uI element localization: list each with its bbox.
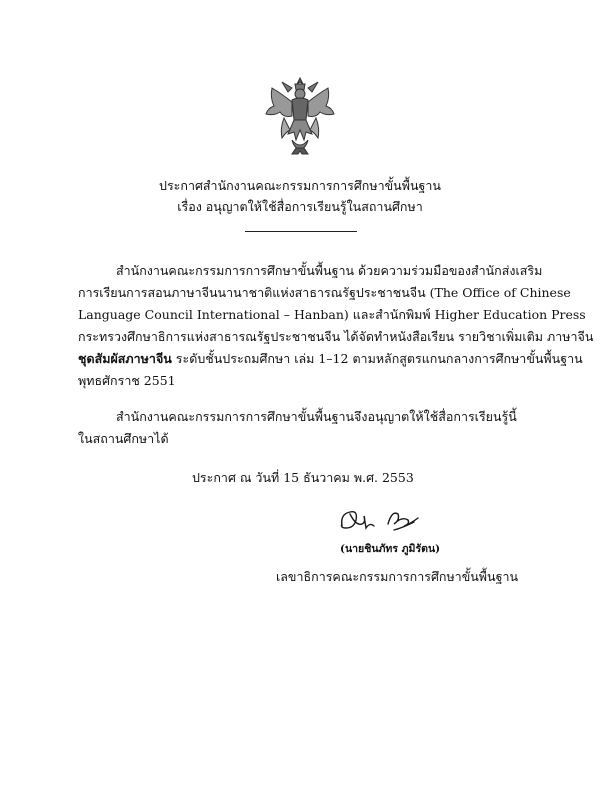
- body-line: กระทรวงศึกษาธิการแห่งสาธารณรัฐประชาชนจีน ได้จัดทำหนังสือเรียน รายวิชาเพิ่มเติม ภาษาจีน: [78, 329, 594, 344]
- signatory-position: เลขาธิการคณะกรรมการการศึกษาขั้นพื้นฐาน: [276, 569, 519, 584]
- body-line-text: ระดับชั้นประถมศึกษา เล่ม 1–12 ตามหลักสูตรแกนกลางการศึกษาขั้นพื้นฐาน: [175, 351, 583, 366]
- announcement-title: ประกาศสำนักงานคณะกรรมการการศึกษาขั้นพื้นฐาน: [159, 178, 441, 193]
- heading-divider: [245, 231, 357, 232]
- signatory-name: (นายชินภัทร ภูมิรัตน): [340, 543, 441, 555]
- body-line: การเรียนการสอนภาษาจีนนานาชาติแห่งสาธารณรัฐประชาชนจีน (The Office of Chinese: [78, 285, 571, 300]
- body-line: ในสถานศึกษาได้: [78, 431, 169, 446]
- handwritten-signature: [336, 504, 426, 536]
- announcement-date: ประกาศ ณ วันที่ 15 ธันวาคม พ.ศ. 2553: [192, 470, 414, 485]
- body-line: Language Council International – Hanban) และสำนักพิมพ์ Higher Education Press: [78, 307, 586, 322]
- body-line: [78, 350, 583, 368]
- series-title: ชุดสัมผัสภาษาจีน: [78, 351, 172, 366]
- body-line: สำนักงานคณะกรรมการการศึกษาขั้นพื้นฐานจึงอนุญาตให้ใช้สื่อการเรียนรู้นี้: [116, 409, 517, 424]
- garuda-emblem-icon: [262, 74, 338, 156]
- announcement-subject: เรื่อง อนุญาตให้ใช้สื่อการเรียนรู้ในสถานศึกษา: [177, 199, 423, 214]
- body-line: สำนักงานคณะกรรมการการศึกษาขั้นพื้นฐาน ด้วยความร่วมมือของสำนักส่งเสริม: [116, 263, 543, 278]
- body-line: พุทธศักราช 2551: [78, 373, 176, 388]
